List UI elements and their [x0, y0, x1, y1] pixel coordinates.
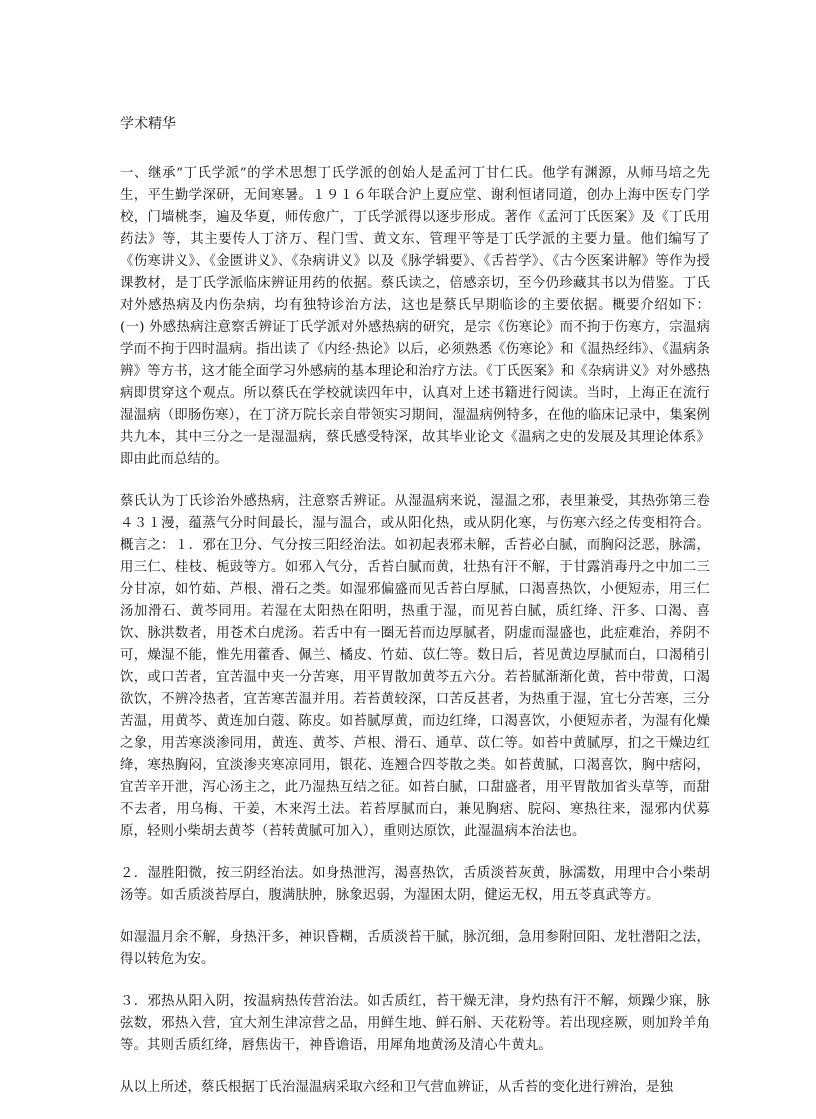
- paragraph-summary: 从以上所述，蔡氏根据丁氏治湿温病采取六经和卫气营血辨证，从舌苔的变化进行辨治，是独: [120, 1080, 674, 1095]
- document-page: [120, 113, 710, 1119]
- paragraph-prolonged-damp-warmth: 如湿温月余不解，身热汗多，神识昏糊，舌质淡苔干腻，脉沉细，急用参附回阳、龙牡潜阳之法，得以转危为安。: [120, 930, 710, 967]
- section-heading: 学术精华: [120, 116, 176, 132]
- paragraph-tongue-diagnosis: 蔡氏认为丁氏诊治外感热病，注意察舌辨证。从湿温病来说，湿温之邪，表里兼受，其热弥第三卷４３１漫，蕴蒸气分时间最长，湿与温合，或从阳化热，或从阴化寒，与伤寒六经之传变相符合。概言之：１．邪在卫分、气分按三阳经治法。如初起表邪未解，舌苔必白腻，而胸闷泛恶，脉濡，用三仁、桂枝、栀豉等方。如邪入气分，舌苔白腻而黄，壮热有汗不解，于甘露消毒丹之中加二三分甘凉，如竹茹、芦根、滑石之类。如湿邪偏盛而见舌苔白厚腻，口渴喜热饮，小便短赤，用三仁汤加滑石、黄芩同用。若湿在太阳热在阳明，热重于湿，而见苔白腻，质红绛、汗多、口渴、喜饮、脉洪数者，用苍术白虎汤。若舌中有一圈无苔而边厚腻者，阴虚而湿盛也，此症难治，养阴不可，燥湿不能，惟先用藿香、佩兰、橘皮、竹茹、苡仁等。数日后，苔见黄边厚腻而白，口渴稍引饮，或口苦者，宜苦温中夹一分苦寒，用平胃散加黄芩五六分。若苔腻渐渐化黄，苔中带黄，口渴欲饮，不辨冷热者，宜苦寒苦温并用。若苔黄较深，口苦反甚者，为热重于湿，宜七分苦寒，三分苦温，用黄芩、黄连加白蔻、陈皮。如苔腻厚黄，而边红绛，口渴喜饮，小便短赤者，为湿有化燥之象，用苦寒淡渗同用，黄连、黄芩、芦根、滑石、通草、苡仁等。如苔中黄腻厚，扪之干燥边红绛，寒热胸闷，宜淡渗夹寒凉同用，银花、连翘合四苓散之类。如苔黄腻，口渴喜饮，胸中痞闷，宜苦辛开泄，泻心汤主之，此乃湿热互结之征。如苔白腻，口甜盛者，用平胃散加省头草等，而甜不去者，用乌梅、干姜，木来泻土法。若苔厚腻而白，兼见胸痞、脘闷、寒热往来，湿邪内伏募原，轻则小柴胡去黄芩（苔转黄腻可加入），重则达原饮，此湿温病本治法也。: [120, 494, 710, 839]
- paragraph-three-yin-treatment: ２．湿胜阳微，按三阴经治法。如身热泄泻，渴喜热饮，舌质淡苔灰黄，脉濡数，用理中合小柴胡汤等。如舌质淡苔厚白，腹满肤肿，脉象迟弱，为湿困太阴，健运无权，用五苓真武等方。: [120, 866, 710, 903]
- paragraph-ding-school-legacy: 一、继承“丁氏学派”的学术思想丁氏学派的创始人是孟河丁甘仁氏。他学有渊源，从师马培之先生，平生勤学深研，无间寒暑。１９１６年联合沪上夏应堂、谢利恒诸同道，创办上海中医专门学校，门墙桃李，遍及华夏，师传愈广，丁氏学派得以逐步形成。著作《孟河丁氏医案》及《丁氏用药法》等，其主要传人丁济万、程门雪、黄文东、管理平等是丁氏学派的主要力量。他们编写了《伤寒讲义》、《金匮讲义》、《杂病讲义》以及《脉学辑要》、《舌苔学》、《古今医案讲解》等作为授课教材，是丁氏学派临床辨证用药的依据。蔡氏读之，倍感亲切，至今仍珍藏其书以为借鉴。丁氏对外感热病及内伤杂病，均有独特诊治方法，这也是蔡氏早期临诊的主要依据。概要介绍如下：(一) 外感热病注意察舌辨证丁氏学派对外感热病的研究，是宗《伤寒论》而不拘于伤寒方，宗温病学而不拘于四时温病。指出读了《内经·热论》以后，必须熟悉《伤寒论》和《温热经纬》、《温病条辨》等方书，这才能全面学习外感病的基本理论和治疗方法。《丁氏医案》和《杂病讲义》对外感热病即贯穿这个观点。所以蔡氏在学校就读四年中，认真对上述书籍进行阅读。当时，上海正在流行湿温病（即肠伤寒），在丁济万院长亲自带领实习期间，湿温病例特多，在他的临床记录中，集案例共九本，其中三分之一是湿温病，蔡氏感受特深，故其毕业论文《温病之史的发展及其理论体系》即由此而总结的。: [120, 166, 710, 467]
- paragraph-heat-into-nutrient: ３．邪热从阳入阴，按温病热传营治法。如舌质红，苔干燥无津，身灼热有汗不解，烦躁少寐，脉弦数，邪热入营，宜大剂生津凉营之品，用鲜生地、鲜石斛、天花粉等。若出现痉厥，则加羚羊角等。其则舌质红绛，唇焦齿干，神昏谵语，用犀角地黄汤及清心牛黄丸。: [120, 994, 710, 1053]
